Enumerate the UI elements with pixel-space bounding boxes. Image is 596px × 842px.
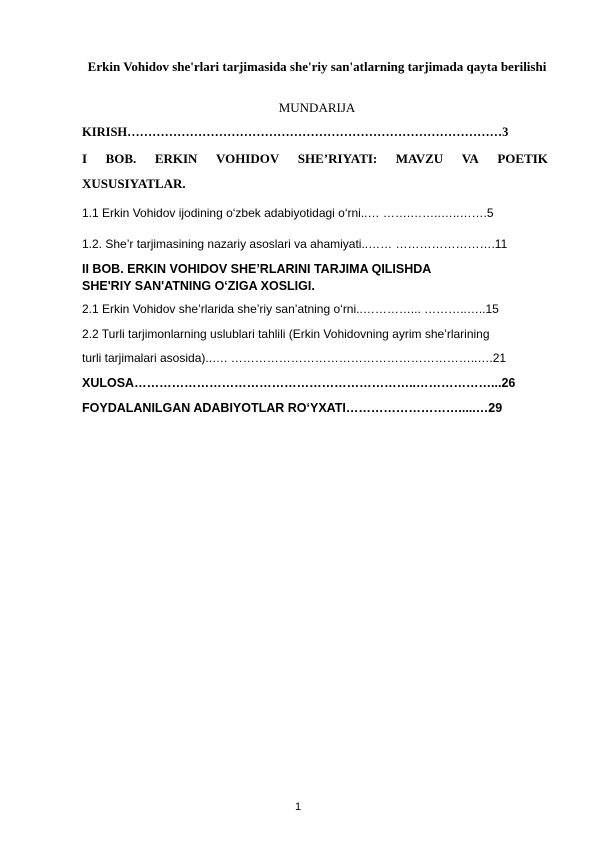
toc-entry-xulosa: XULOSA…………………………………………………………..………………...26	[82, 376, 516, 390]
document-title: Erkin Vohidov she'rlari tarjimasida she'riy san'atlarning tarjimada qayta berilishi	[87, 59, 547, 74]
toc-entry-1-1: 1.1 Erkin Vohidov ijodining o‘zbek adabiyotidagi o‘rni..… …….……..…..…….5	[82, 206, 494, 220]
toc-entry-chapter-1-title	[82, 151, 548, 167]
toc-entry-chapter-2-title: II BOB. ERKIN VOHIDOV SHE’RLARINI TARJIMA QILISHDA	[82, 262, 432, 276]
toc-word: BOB.	[105, 151, 137, 166]
toc-entry-1-2: 1.2. She’r tarjimasining nazariy asoslari va ahamiyati..…… …………………….11	[82, 237, 508, 251]
toc-entry-kirish: KIRISH………………………………………………………………………………3	[82, 125, 509, 139]
toc-entry-2-2: 2.2 Turli tarjimonlarning uslublari tahlili (Erkin Vohidovning ayrim she’rlarining	[82, 327, 490, 341]
toc-entry-adabiyotlar: FOYDALANILGAN ADABIYOTLAR RO‘YXATI……………………….....…29	[82, 401, 503, 415]
toc-word: POETIK	[497, 151, 548, 166]
toc-word: SHE’RIYATI:	[297, 151, 378, 166]
toc-word: VOHIDOV	[215, 151, 280, 166]
page-number: 1	[294, 801, 302, 813]
toc-entry-chapter-2-title-cont: SHE'RIY SAN'ATNING O‘ZIGA XOSLIGI.	[82, 279, 315, 293]
toc-entry-2-1: 2.1 Erkin Vohidov she’rlarida she’riy san’atning o‘rni..…………... ………..…..15	[82, 302, 499, 316]
toc-word: ERKIN	[154, 151, 198, 166]
toc-heading: MUNDARIJA	[278, 100, 356, 115]
toc-entry-2-2-cont: turli tarjimalari asosida)..…. ……………………………………………………..….21	[82, 351, 507, 365]
toc-word: I	[82, 151, 88, 166]
toc-entry-chapter-1-title-cont: XUSUSIYATLAR.	[82, 176, 186, 191]
toc-word: VA	[461, 151, 479, 166]
toc-word: MAVZU	[395, 151, 444, 166]
